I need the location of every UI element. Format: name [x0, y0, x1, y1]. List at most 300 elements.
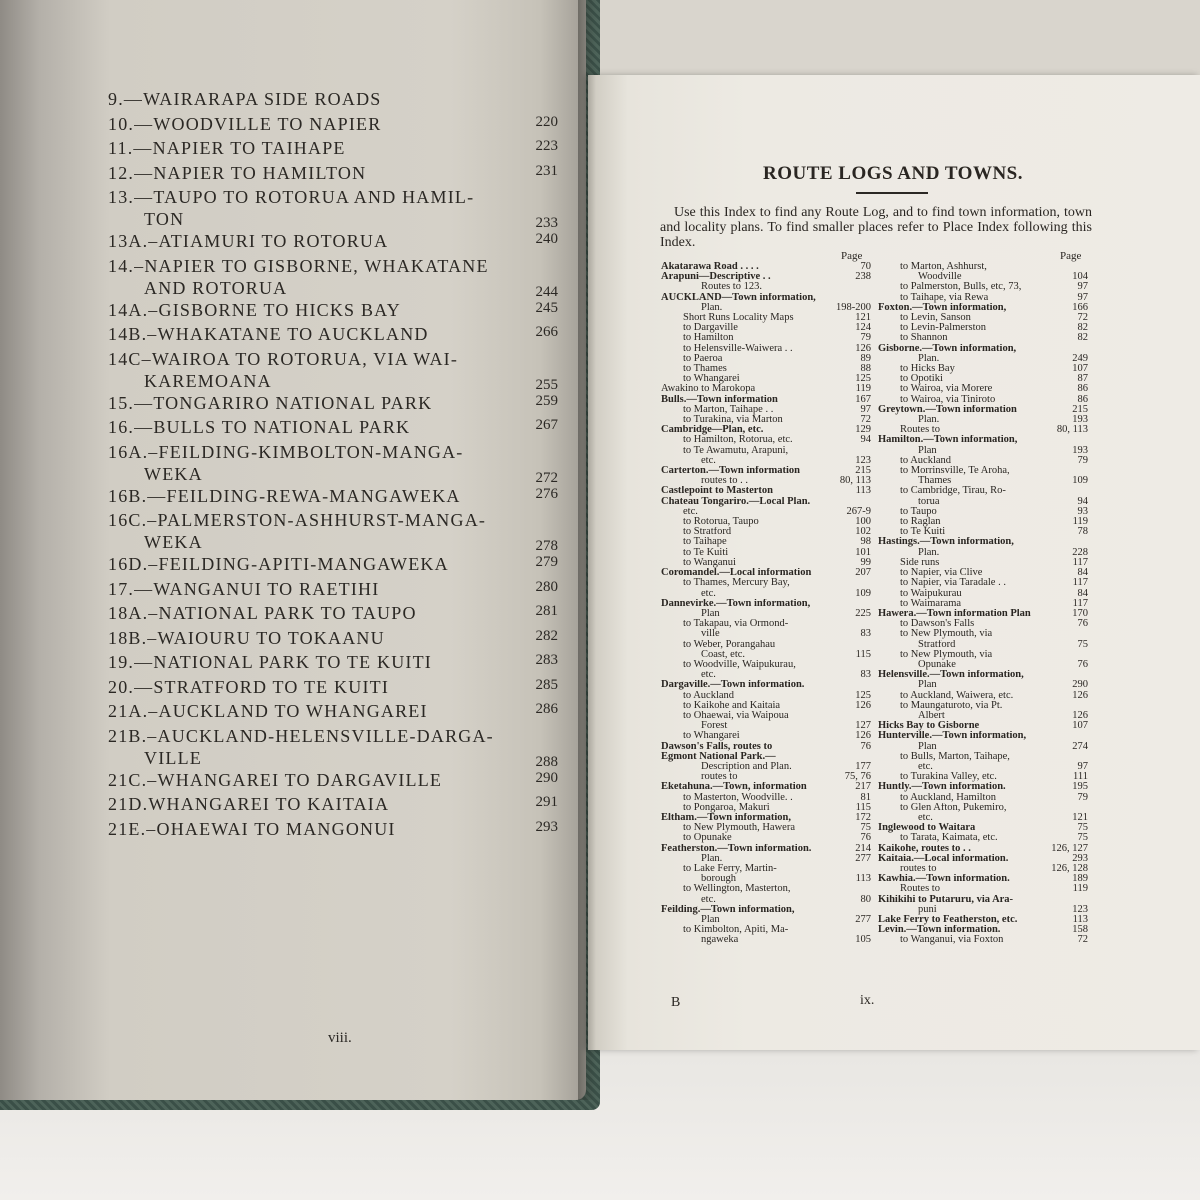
index-entry-text: borough: [701, 874, 736, 885]
index-entry: [878, 640, 1088, 650]
index-entry-text: to Whangarei: [683, 731, 740, 742]
index-entry-text: to Woodville, Waipukurau,: [683, 659, 796, 670]
index-entry: [878, 568, 1088, 578]
index-entry: [878, 731, 1088, 741]
index-entry-text: Plan.: [701, 853, 723, 864]
index-entry-text: Huntly.—Town information.: [878, 782, 1006, 793]
index-entry-page: 126, 127: [1051, 842, 1088, 854]
index-entry: [878, 599, 1088, 609]
index-entry-text: Feilding.—Town information,: [661, 904, 795, 915]
index-entry: [878, 497, 1088, 507]
index-intro: Use this Index to find any Route Log, and to find town information, town and locality plans. To find smaller places refer to Place Index following this Index.: [660, 205, 1092, 250]
index-entry: [661, 415, 871, 425]
page-column-header-right: Page: [1060, 250, 1082, 262]
index-entry-page: 215: [855, 465, 871, 477]
route-entry: [108, 88, 568, 110]
index-entry: [661, 803, 871, 813]
index-entry-text: to Palmerston, Bulls, etc, 73,: [900, 282, 1022, 293]
index-entry: [661, 486, 871, 496]
index-entry: [878, 282, 1088, 292]
route-number: 11.—: [108, 138, 153, 158]
index-entry-page: 80, 113: [1056, 424, 1088, 436]
index-entry: [661, 742, 871, 752]
index-entry-page: 119: [855, 383, 871, 395]
index-entry-page: 97: [860, 403, 871, 415]
route-number: 13A.–: [108, 231, 159, 251]
index-entry-text: Cambridge—Plan, etc.: [661, 425, 764, 436]
index-entry-page: 113: [855, 485, 871, 497]
index-entry: [878, 466, 1088, 476]
index-entry-page: 126: [855, 342, 871, 354]
index-entry: [661, 558, 871, 568]
index-entry-page: 124: [855, 322, 871, 334]
index-entry-page: 117: [1072, 577, 1088, 589]
index-entry: [878, 313, 1088, 323]
route-title-continued: TON: [144, 209, 185, 229]
index-entry-text: Levin.—Town information.: [878, 925, 1001, 936]
route-number: 21B.–: [108, 725, 158, 746]
index-entry-text: etc.: [701, 455, 716, 466]
index-entry: [661, 793, 871, 803]
index-entry: [661, 619, 871, 629]
index-entry: [878, 333, 1088, 343]
index-entry-text: Side runs: [900, 557, 940, 568]
route-number: 12.—: [108, 162, 154, 183]
index-entry-text: to Stratford: [683, 527, 732, 538]
route-entry: [108, 392, 568, 414]
route-entry: [108, 137, 568, 159]
index-entry-text: to Hamilton, Rotorua, etc.: [683, 435, 793, 446]
index-entry-page: 189: [1072, 873, 1088, 885]
route-title: WHANGAREI TO DARGAVILLE: [157, 769, 443, 790]
route-number: 20.—: [108, 676, 154, 697]
route-entry: [108, 348, 568, 392]
index-entry-text: etc.: [701, 588, 716, 599]
index-title: ROUTE LOGS AND TOWNS.: [762, 163, 1024, 184]
index-entry-text: to Marton, Taihape . .: [683, 404, 774, 415]
index-entry-page: 113: [855, 873, 871, 885]
index-entry-text: to Napier, via Taradale . .: [900, 578, 1006, 589]
index-entry-text: to Takapau, via Ormond-: [683, 619, 789, 630]
route-entry: [108, 230, 568, 252]
index-entry-page: 249: [1072, 352, 1088, 364]
index-entry-page: 293: [1072, 852, 1088, 864]
book-gutter: [578, 0, 596, 1100]
index-entry-page: 70: [860, 261, 871, 272]
route-page-number: 266: [535, 324, 558, 340]
index-entry-page: 78: [1077, 526, 1088, 538]
route-page-number: 285: [535, 676, 558, 693]
index-entry-page: 172: [855, 811, 871, 823]
route-entry: [108, 818, 568, 840]
index-entry-text: Gisborne.—Town information,: [878, 343, 1017, 354]
route-page-number: 279: [535, 554, 558, 570]
index-entry: [878, 303, 1088, 313]
index-entry: [661, 895, 871, 905]
index-entry-page: 72: [860, 414, 871, 426]
index-entry-text: Carterton.—Town information: [661, 466, 801, 477]
index-entry-text: etc.: [701, 670, 716, 681]
route-entry: [108, 509, 568, 553]
index-entry-page: 109: [1072, 475, 1088, 487]
route-page-number: 280: [535, 578, 558, 595]
index-entry-text: to Weber, Porangahau: [683, 639, 776, 650]
index-entry: [878, 619, 1088, 629]
route-title-continued: WEKA: [144, 532, 203, 552]
index-entry-text: Routes to: [900, 884, 940, 895]
index-entry-page: 127: [855, 720, 871, 732]
route-title: WAIOURU TO TOKAANU: [157, 627, 385, 648]
index-entry-page: 119: [1072, 883, 1088, 895]
route-number: 10.—: [108, 113, 154, 134]
index-entry-text: Coast, etc.: [701, 649, 746, 660]
index-entry: [661, 905, 871, 915]
index-entry-text: to New Plymouth, via: [900, 629, 993, 640]
route-title: NATIONAL PARK TO TAUPO: [158, 603, 417, 623]
index-entry: [661, 548, 871, 558]
index-entry-text: Opunake: [918, 659, 956, 670]
route-title: WHANGAREI TO KAITAIA: [148, 794, 390, 814]
index-entry: [661, 476, 871, 486]
index-entry-page: 121: [1072, 811, 1088, 823]
route-page-number: 290: [535, 769, 558, 786]
index-entry-text: Helensville.—Town information,: [878, 670, 1024, 681]
index-entry-text: Woodville: [918, 272, 962, 283]
index-entry-page: 76: [860, 740, 871, 752]
index-entry: [878, 344, 1088, 354]
index-entry: [878, 364, 1088, 374]
index-entry: [661, 303, 871, 313]
route-entry: [108, 162, 568, 184]
index-entry-text: to Dargaville: [683, 323, 738, 334]
index-entry: [661, 650, 871, 660]
index-entry-page: 207: [855, 567, 871, 579]
route-entry: [108, 323, 568, 345]
index-entry-text: to Wairoa, via Tiniroto: [900, 394, 996, 405]
index-entry-text: to Paeroa: [683, 353, 723, 364]
route-title: TAUPO TO ROTORUA AND HAMIL-: [153, 187, 475, 207]
route-title-continued: VILLE: [144, 747, 202, 768]
index-entry: [878, 874, 1088, 884]
index-entry-text: to Taupo: [900, 506, 937, 517]
index-entry: [878, 476, 1088, 486]
index-entry-page: 126: [1072, 709, 1088, 721]
index-entry: [661, 680, 871, 690]
route-entry: [108, 441, 568, 485]
index-entry-text: to Taihape, via Rewa: [900, 292, 989, 303]
index-entry-text: to Turakina, via Marton: [683, 415, 783, 426]
index-entry-page: 89: [860, 352, 871, 364]
route-page-number: 267: [535, 417, 558, 433]
index-entry: [878, 650, 1088, 660]
index-entry-page: 117: [1072, 556, 1088, 568]
index-entry-text: to Thames, Mercury Bay,: [683, 578, 790, 589]
route-title: WANGANUI TO RAETIHI: [153, 578, 380, 599]
left-page-number: viii.: [328, 1030, 352, 1046]
index-entry-page: 100: [855, 516, 871, 528]
index-entry: [878, 629, 1088, 639]
index-entry: [661, 782, 871, 792]
index-entry-text: Coromandel.—Local information: [661, 568, 812, 579]
index-entry-text: to Kimbolton, Apiti, Ma-: [683, 925, 789, 936]
index-entry-page: 86: [1077, 393, 1088, 405]
index-entry-page: 104: [1072, 271, 1088, 283]
index-entry: [661, 772, 871, 782]
index-entry-page: 121: [855, 312, 871, 324]
index-entry-text: to Helensville-Waiwera . .: [683, 343, 793, 354]
index-entry-page: 290: [1072, 679, 1088, 691]
index-entry: [661, 854, 871, 864]
route-page-number: 245: [535, 299, 558, 316]
index-entry-page: 94: [1077, 495, 1088, 507]
index-entry-text: Plan: [701, 608, 720, 619]
index-entry-text: routes to . .: [701, 476, 748, 487]
index-entry: [661, 537, 871, 547]
index-entry-page: 79: [860, 332, 871, 344]
route-entry: [108, 299, 568, 321]
route-entry: [108, 627, 568, 649]
route-number: 21E.–: [108, 818, 157, 839]
route-page-number: 244: [535, 283, 558, 300]
index-entry-text: to Te Awamutu, Arapuni,: [683, 445, 789, 456]
index-entry-text: to Wanganui, via Foxton: [900, 935, 1004, 946]
index-entry: [878, 813, 1088, 823]
index-entry-text: to Auckland, Waiwera, etc.: [900, 690, 1014, 701]
route-entry: [108, 676, 568, 698]
index-entry: [878, 772, 1088, 782]
index-entry-text: etc.: [683, 506, 698, 517]
index-entry: [661, 333, 871, 343]
index-entry-text: Thames: [918, 476, 952, 487]
index-entry-text: Plan: [918, 680, 937, 691]
index-entry-page: 105: [855, 934, 871, 946]
index-entry-page: 117: [1072, 597, 1088, 609]
index-entry-text: Description and Plan.: [701, 761, 792, 772]
index-entry: [661, 354, 871, 364]
index-entry-page: 80, 113: [839, 475, 871, 487]
index-column-right: [878, 262, 1088, 946]
index-entry: [661, 629, 871, 639]
index-entry: [661, 691, 871, 701]
index-entry-text: Plan: [918, 741, 937, 752]
index-entry: [878, 864, 1088, 874]
index-entry: [661, 456, 871, 466]
index-entry-text: Plan: [701, 915, 720, 925]
index-entry-text: Hicks Bay to Gisborne: [878, 721, 980, 732]
route-entry: [108, 700, 568, 722]
route-number: 21C.–: [108, 769, 158, 790]
index-entry-text: Plan.: [701, 302, 723, 313]
index-entry: [661, 731, 871, 741]
index-entry: [661, 405, 871, 415]
index-entry-page: 75: [1077, 822, 1088, 834]
route-title: NAPIER TO HAMILTON: [153, 162, 367, 183]
route-title-continued: WEKA: [144, 463, 203, 484]
index-entry-text: to Wairoa, via Morere: [900, 384, 993, 395]
index-entry: [878, 507, 1088, 517]
index-entry-page: 125: [855, 689, 871, 701]
route-entry: [108, 416, 568, 438]
index-entry: [878, 823, 1088, 833]
index-entry-page: 228: [1072, 546, 1088, 558]
index-entry-page: 76: [1077, 658, 1088, 670]
index-entry-page: 195: [1072, 781, 1088, 793]
index-entry: [661, 925, 871, 935]
index-entry-page: 80: [860, 893, 871, 905]
index-entry-text: Chateau Tongariro.—Local Plan.: [661, 496, 811, 507]
index-entry: [661, 762, 871, 772]
index-entry-text: Plan: [918, 445, 937, 456]
index-entry-page: 75: [860, 822, 871, 834]
index-entry-page: 75, 76: [844, 771, 871, 783]
index-entry: [878, 446, 1088, 456]
route-number: 16A.–: [108, 441, 159, 462]
index-entry-text: to Opunake: [683, 833, 732, 844]
index-entry-page: 84: [1077, 567, 1088, 579]
index-entry-text: to Raglan: [900, 517, 941, 528]
index-entry-text: Albert: [918, 710, 945, 721]
index-entry: [661, 813, 871, 823]
route-page-number: 286: [535, 701, 558, 717]
index-entry-text: to Te Kuiti: [900, 527, 946, 538]
index-entry: [661, 884, 871, 894]
index-entry: [661, 640, 871, 650]
index-entry: [878, 609, 1088, 619]
index-entry: [878, 527, 1088, 537]
route-page-number: 223: [535, 138, 558, 154]
index-entry: [661, 282, 871, 292]
index-entry-page: 115: [855, 801, 871, 813]
index-entry-text: Hastings.—Town information,: [878, 537, 1014, 548]
index-entry-text: to Auckland, Hamilton: [900, 792, 996, 803]
route-number: 16D.–: [108, 554, 159, 574]
index-entry-text: to Ohaewai, via Waipoua: [683, 710, 789, 721]
route-title: PALMERSTON-ASHHURST-MANGA-: [157, 510, 487, 530]
index-entry-page: 113: [1072, 914, 1088, 925]
index-entry-page: 75: [1077, 638, 1088, 650]
index-entry-text: to Waimarama: [900, 598, 962, 609]
index-entry-page: 167: [855, 393, 871, 405]
index-entry-page: 198-200: [836, 301, 871, 313]
index-column-left: [661, 262, 871, 946]
index-entry-text: Featherston.—Town information.: [661, 843, 812, 854]
index-entry: [661, 935, 871, 945]
index-entry: [661, 374, 871, 384]
route-number: 16.—: [108, 417, 154, 437]
route-page-number: 283: [535, 652, 558, 668]
index-entry-page: 214: [855, 842, 871, 854]
index-entry-text: etc.: [918, 812, 933, 823]
route-page-number: 255: [535, 376, 558, 393]
index-entry-page: 72: [1077, 312, 1088, 324]
index-entry-text: Dargaville.—Town information.: [661, 680, 805, 691]
route-number: 13.—: [108, 187, 154, 207]
index-entry: [661, 313, 871, 323]
route-page-number: 282: [535, 627, 558, 644]
route-entry: [108, 113, 568, 135]
index-entry: [661, 425, 871, 435]
index-entry-text: Bulls.—Town information: [661, 394, 778, 405]
index-entry-text: Greytown.—Town information: [878, 404, 1017, 415]
index-entry-page: 79: [1077, 454, 1088, 466]
index-entry: [878, 925, 1088, 935]
index-entry-text: to Marton, Ashhurst,: [900, 262, 987, 272]
index-entry-text: etc.: [918, 761, 933, 772]
index-entry: [878, 793, 1088, 803]
index-entry: [661, 701, 871, 711]
index-entry-page: 93: [1077, 505, 1088, 517]
index-entry-text: Akatarawa Road . . . .: [661, 262, 759, 272]
route-number: 18B.–: [108, 627, 158, 648]
index-entry: [661, 568, 871, 578]
route-title: FEILDING-REWA-MANGAWEKA: [166, 485, 461, 506]
route-page-number: 278: [535, 538, 558, 554]
route-title: AUCKLAND-HELENSVILLE-DARGA-: [157, 725, 494, 746]
index-entry: [878, 384, 1088, 394]
route-title: TONGARIRO NATIONAL PARK: [153, 392, 433, 413]
index-entry: [878, 262, 1088, 272]
index-entry-text: Routes to: [900, 425, 940, 436]
index-entry: [661, 497, 871, 507]
index-entry: [878, 782, 1088, 792]
index-entry-page: 277: [855, 914, 871, 925]
route-title-continued: AND ROTORUA: [144, 277, 288, 298]
index-entry: [878, 517, 1088, 527]
index-entry: [661, 599, 871, 609]
index-entry-text: Plan.: [918, 415, 940, 426]
index-entry-text: Plan.: [918, 353, 940, 364]
index-entry: [661, 446, 871, 456]
index-entry-text: to Lake Ferry, Martin-: [683, 863, 777, 874]
index-entry: [661, 395, 871, 405]
route-page-number: 220: [535, 113, 558, 130]
index-entry-text: Kawhia.—Town information.: [878, 874, 1010, 885]
route-number: 21A.–: [108, 701, 159, 721]
index-entry: [661, 670, 871, 680]
index-entry-text: to Levin-Palmerston: [900, 323, 987, 334]
index-entry-text: Lake Ferry to Featherston, etc.: [878, 915, 1018, 925]
index-entry: [878, 752, 1088, 762]
index-entry-text: Dawson's Falls, routes to: [661, 741, 773, 752]
index-entry-text: torua: [918, 496, 940, 507]
index-entry: [661, 384, 871, 394]
index-entry-page: 99: [860, 556, 871, 568]
index-entry-text: to Kaikohe and Kaitaia: [683, 700, 781, 711]
route-page-number: 233: [535, 215, 558, 231]
index-entry-text: AUCKLAND—Town information,: [661, 292, 816, 303]
route-number: 14B.–: [108, 324, 158, 344]
route-number: 19.—: [108, 652, 154, 672]
index-entry-text: Awakino to Marokopa: [661, 384, 756, 395]
index-entry-text: to Napier, via Clive: [900, 568, 983, 579]
index-entry: [878, 680, 1088, 690]
index-entry: [878, 742, 1088, 752]
index-entry-text: to Dawson's Falls: [900, 619, 975, 630]
index-entry-page: 215: [1072, 403, 1088, 415]
route-page-number: 281: [535, 603, 558, 619]
route-title: FEILDING-APITI-MANGAWEKA: [158, 554, 449, 574]
index-entry-text: to Wanganui: [683, 557, 736, 568]
index-entry-text: to Masterton, Woodville. .: [683, 792, 793, 803]
index-entry-text: Hamilton.—Town information,: [878, 435, 1018, 446]
route-entry: [108, 793, 568, 815]
route-title: STRATFORD TO TE KUITI: [153, 676, 390, 697]
index-entry-text: Stratford: [918, 639, 956, 650]
index-entry-page: 82: [1077, 322, 1088, 334]
index-entry: [661, 344, 871, 354]
index-entry-page: 86: [1077, 383, 1088, 395]
index-entry-text: to Glen Afton, Pukemiro,: [900, 802, 1007, 813]
